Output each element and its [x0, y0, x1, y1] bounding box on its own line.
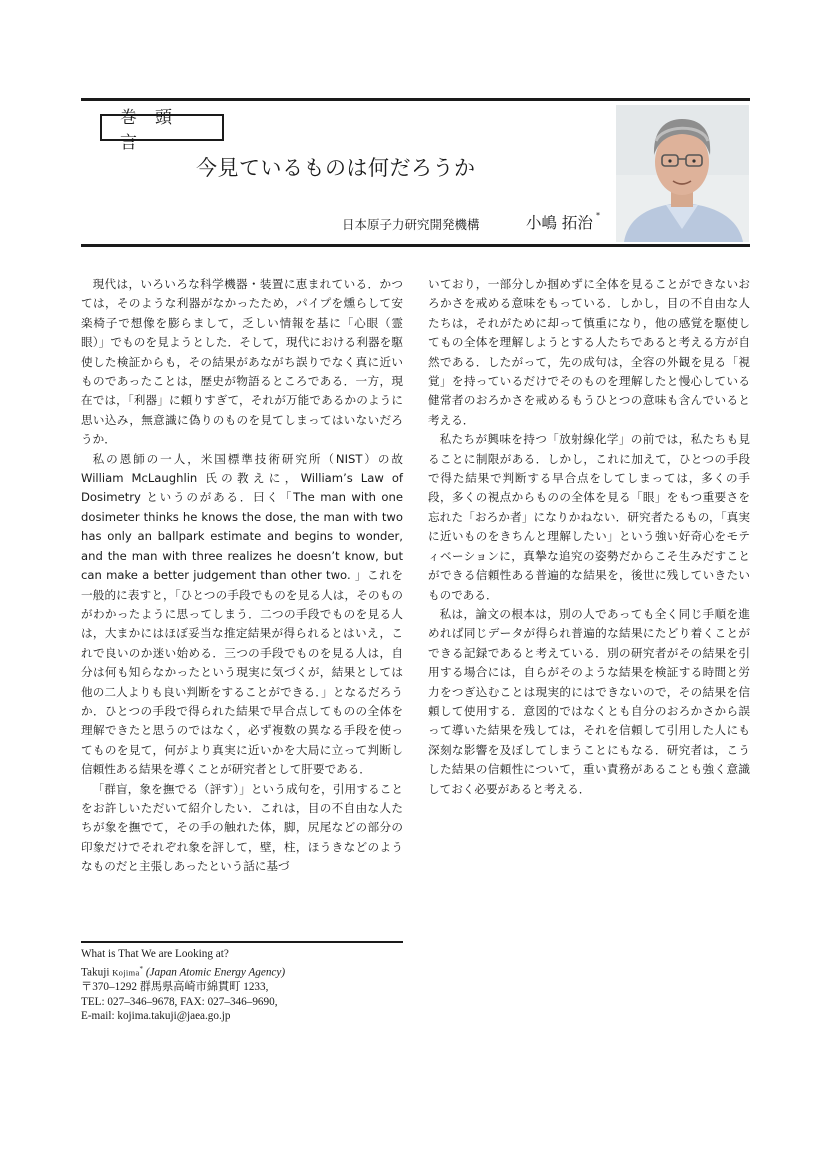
header-bottom-rule — [81, 244, 750, 247]
footnote-tel-fax: TEL: 027–346–9678, FAX: 027–346–9690, — [81, 995, 278, 1008]
footnote-english-affiliation: (Japan Atomic Energy Agency) — [145, 966, 286, 979]
body-paragraph: 「群盲，象を撫でる（評す）」という成句を，引用することをお許しいただいて紹介したい．これは，目の不自由な人たちが象を撫でて，その手の触れた体，脚，尻尾などの部分の印象だけでそれぞれ象を評して，壁，柱，ほうきなどのようなものだと主張しあったという話に基づ — [81, 781, 403, 874]
author-footnote-mark: * — [595, 210, 600, 220]
footnote — [81, 947, 411, 1024]
footnote-rule — [81, 941, 403, 943]
body-paragraph-continued: いており，一部分しか掴めずに全体を見ることができないおろかさを戒める意味をもっている．しかし，目の不自由な人たちは，それがために却って慎重になり，他の感覚を駆使してもの全体を理解しようとする人たちであると考える方が自然である．したがって，先の成句は，全容の外観を見る「視覚」を持っているだけでそのものを理解したと慢心している健常者のおろかさを戒めるもうひとつの意味も含んでいると考える． — [428, 277, 750, 427]
section-label: 巻頭言 — [100, 114, 224, 141]
author-family-name: Kojima — [112, 967, 140, 978]
author-name-text: 小嶋 拓治 — [526, 214, 593, 232]
author-name — [526, 211, 600, 233]
text-column-left — [81, 275, 403, 877]
footnote-english-title: What is That We are Looking at? — [81, 948, 229, 960]
author-affiliation: 日本原子力研究開発機構 — [342, 217, 480, 232]
footnote-english-author: Takuji Kojima* (Japan Atomic Energy Agency) — [81, 964, 286, 979]
body-paragraph: 私は，論文の根本は，別の人であっても全く同じ手順を進めれば同じデータが得られ普遍的な結果にたどり着くことができる記録であると考えている．別の研究者がその結果を引用する場合には，自らがそのような結果を検証する時間と労力をつぎ込むことは現実的にはできないので，その結果を信頼して使用する．意図的ではなくとも自分のおろかさから誤って導いた結果を残しては，それを信頼して引用した人にも深刻な影響を及ぼしてしまうことにもなる．研究者は，こうした結果の信頼性について，重い責務があることも強く意識しておく必要があると考える． — [428, 606, 750, 796]
article-title: 今見ているものは何だろうか — [196, 156, 476, 180]
text-column-right — [428, 275, 750, 799]
header-top-rule — [81, 98, 750, 101]
author-portrait-photo — [616, 105, 749, 242]
body-paragraph: 現代は，いろいろな科学機器・装置に恵まれている．かつては，そのような利器がなかったため，パイプを燻らして安楽椅子で想像を膨らまして，乏しい情報を基に「心眼（霊眼）」でものを見ようとした．そして，現代における利器を駆使した検証からも，その結果があながち誤りでなく真に近いものであったことは，歴史が物語るところである．一方，現在では，「利器」に頼りすぎて，それが万能であるかのように思い込み，無意識に偽りのものを見てしまってはいないだろうか． — [81, 277, 403, 447]
body-paragraph: 私たちが興味を持つ「放射線化学」の前では，私たちも見ることに制限がある．しかし，これに加えて，ひとつの手段で得た結果で判断する早合点をしてしまっては，多くの手段，多くの視点からものの全体を見る「眼」をもつ重要さを忘れた「おろか者」になりかねない．研究者たるもの，「真実に近いものをきちんと理解したい」という強い好奇心をモティベーションに，真摯な追究の姿勢だからこそ生みだすことができる信頼性ある普遍的な結果を，後世に残していきたいものである． — [428, 432, 750, 602]
portrait-image — [616, 105, 749, 242]
footnote-email: E-mail: kojima.takuji@jaea.go.jp — [81, 1010, 231, 1023]
footnote-address: 〒370–1292 群馬県高崎市綿貫町 1233, — [81, 980, 269, 993]
body-paragraph: 私の恩師の一人，米国標準技術研究所（NIST）の故 William McLaughlin 氏の教えに，William’s Law of Dosimetry というのがある．曰く「The man with one dosimeter thinks he knows the dose, the man with two has only an ballpark estimate and begins to wonder, and the man with three realizes he doesn’t know, but can make a better judgement than other two. 」これを一般的に表すと，「ひとつの手段でものを見る人は，そのものがわかったように思ってしまう．二つの手段でものを見る人は，大まかにはほぼ妥当な推定結果が得られるとはいえ，これで良いのか迷い始める．三つの手段でものを見る人は，自分は何も知らなかったという現実に気づくが，結果としては他の二人よりも良い判断をすることができる．」となるだろうか．ひとつの手段で得られた結果で早合点してものの全体を理解できたと思うのではなく，必ず複数の異なる手段を使ってものを見て，何がより真実に近いかを大局に立って判断し信頼性ある結果を導くことが研究者として肝要である． — [81, 451, 403, 777]
